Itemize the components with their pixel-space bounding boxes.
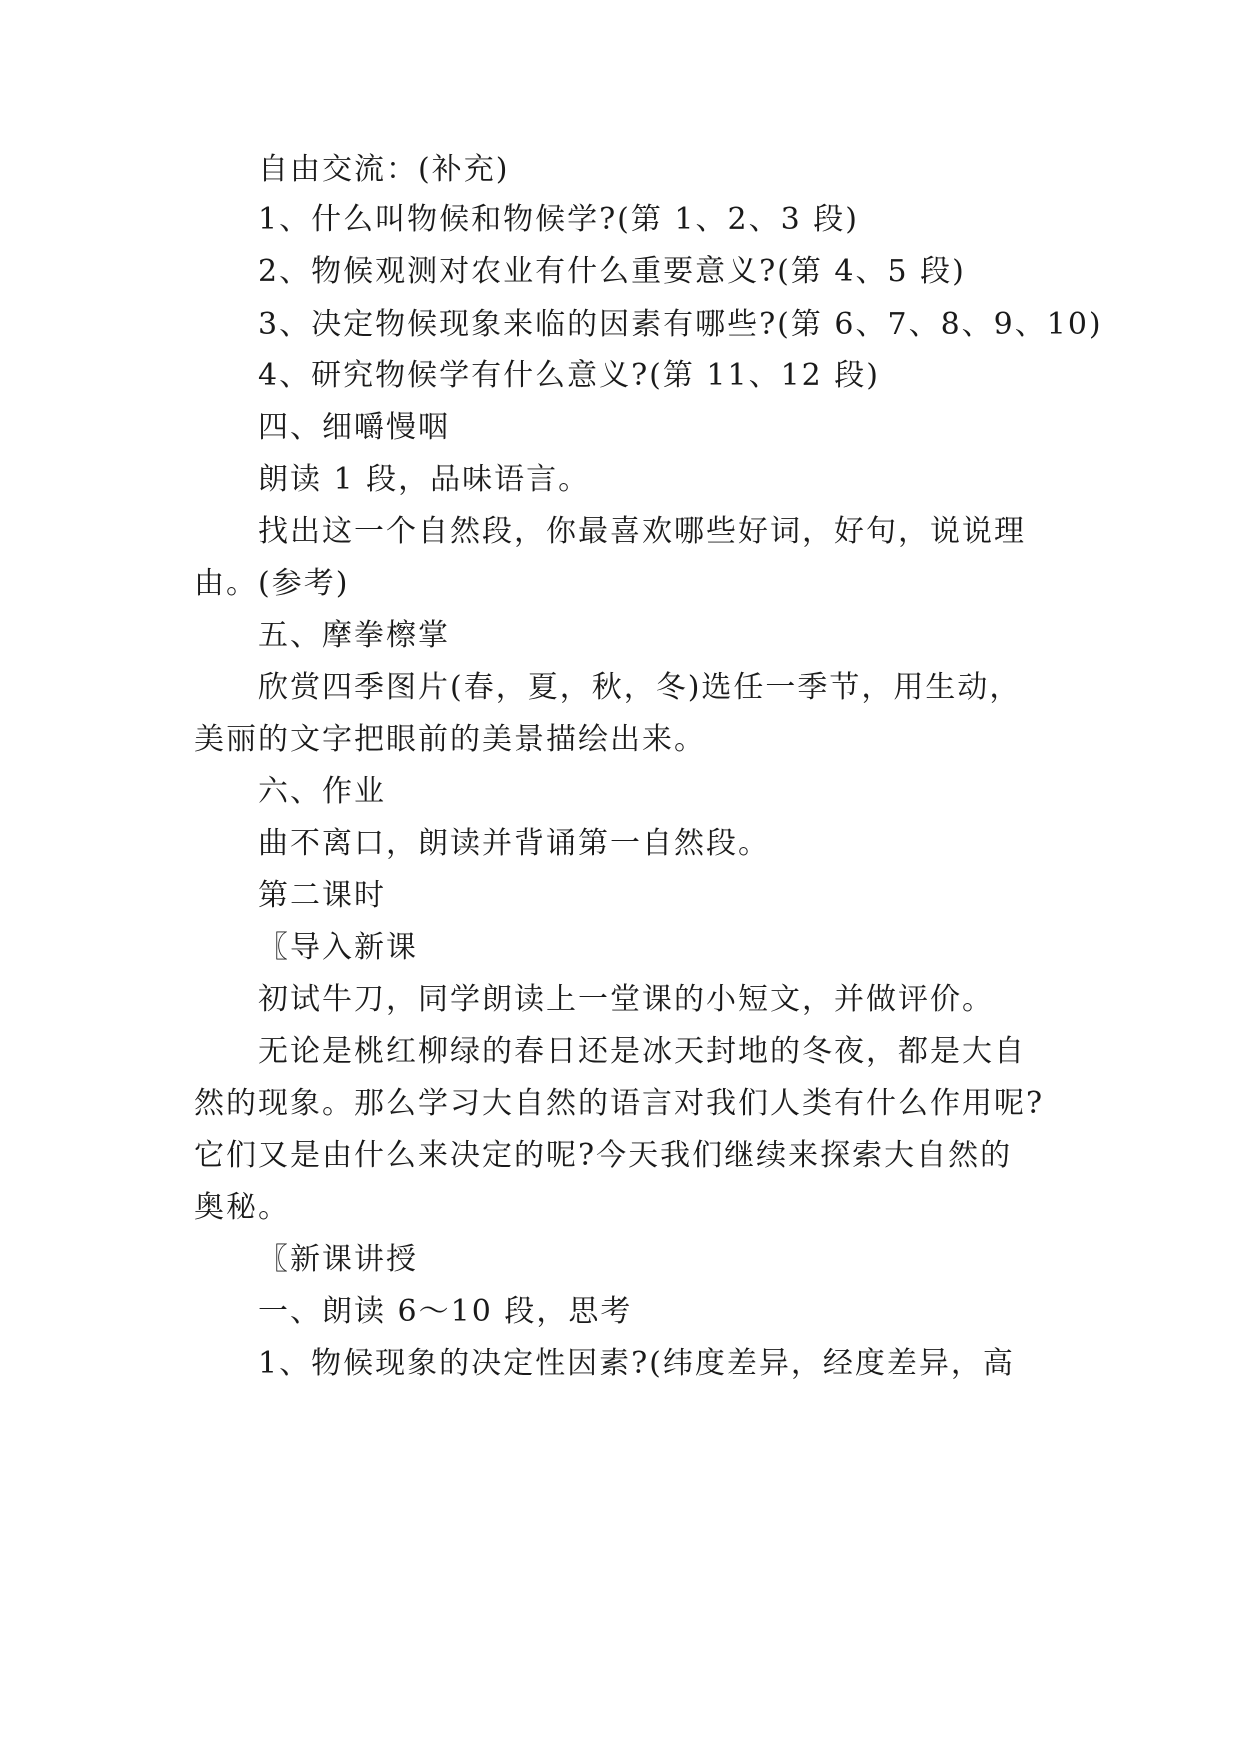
text-line: 曲不离口，朗读并背诵第一自然段。 — [258, 826, 770, 861]
text-line: 奥秘。 — [194, 1190, 290, 1225]
section-heading: 〖导入新课 — [258, 930, 418, 965]
text-line: 4、研究物候学有什么意义?(第 11、12 段) — [258, 358, 880, 393]
text-line: 美丽的文字把眼前的美景描绘出来。 — [194, 722, 706, 757]
text-line: 2、物候观测对农业有什么重要意义?(第 4、5 段) — [258, 254, 966, 289]
section-heading: 第二课时 — [258, 878, 386, 913]
text-line: 自由交流：(补充) — [258, 152, 510, 187]
text-line: 欣赏四季图片(春，夏，秋，冬)选任一季节，用生动， — [258, 670, 1022, 705]
section-heading: 一、朗读 6～10 段，思考 — [258, 1294, 633, 1329]
text-line: 无论是桃红柳绿的春日还是冰天封地的冬夜，都是大自 — [258, 1034, 1026, 1069]
text-line: 3、决定物候现象来临的因素有哪些?(第 6、7、8、9、10) — [258, 307, 1103, 342]
text-line: 1、什么叫物候和物候学?(第 1、2、3 段) — [258, 202, 859, 237]
text-line: 朗读 1 段，品味语言。 — [258, 462, 591, 497]
text-line: 然的现象。那么学习大自然的语言对我们人类有什么作用呢? — [194, 1086, 1045, 1121]
section-heading: 〖新课讲授 — [258, 1242, 418, 1277]
text-line: 找出这一个自然段，你最喜欢哪些好词，好句，说说理 — [258, 514, 1026, 549]
section-heading: 五、摩拳檫掌 — [258, 618, 450, 653]
text-line: 它们又是由什么来决定的呢?今天我们继续来探索大自然的 — [194, 1138, 1013, 1173]
section-heading: 六、作业 — [258, 774, 386, 809]
text-line: 初试牛刀，同学朗读上一堂课的小短文，并做评价。 — [258, 982, 994, 1017]
text-line: 由。(参考) — [194, 566, 350, 601]
section-heading: 四、细嚼慢咽 — [258, 410, 450, 445]
text-line: 1、物候现象的决定性因素?(纬度差异，经度差异，高 — [258, 1346, 1015, 1381]
